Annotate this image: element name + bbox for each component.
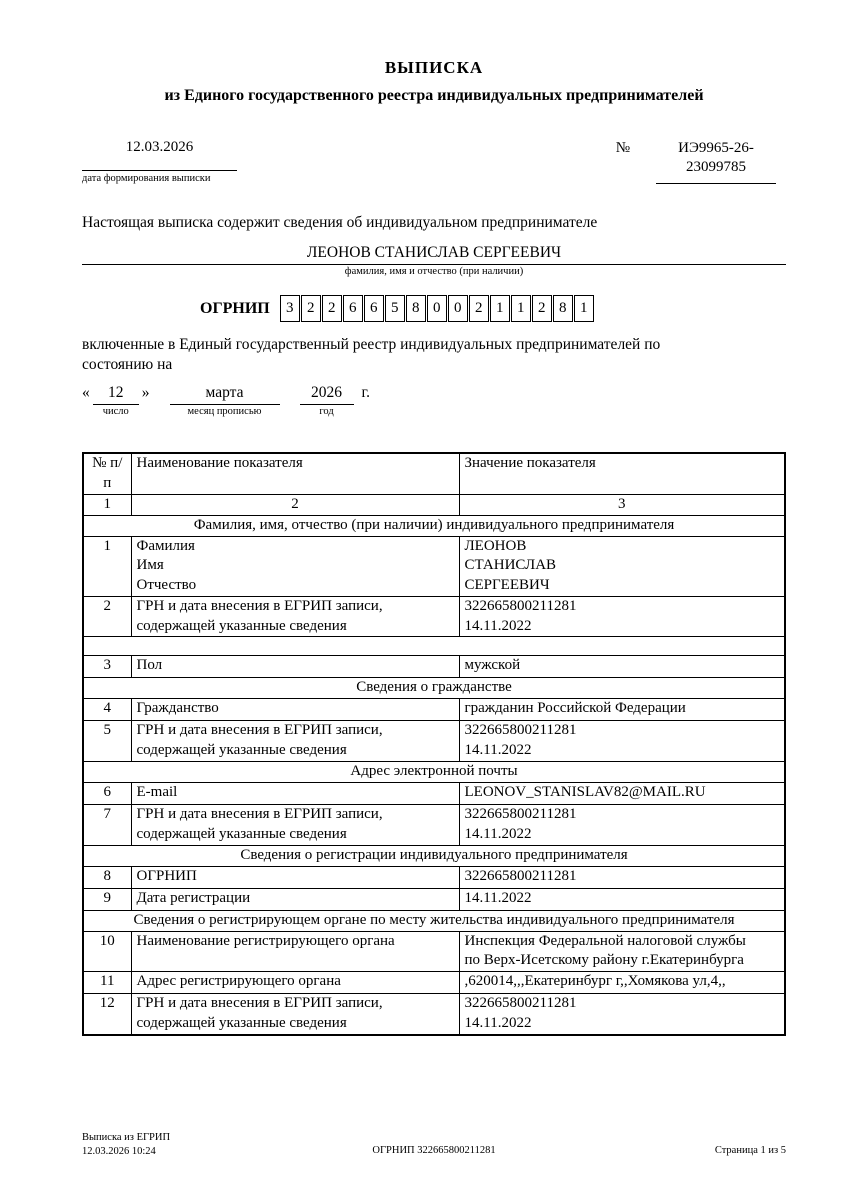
indicator-name xyxy=(131,783,459,805)
section-header: Сведения о регистрации индивидуального предпринимателя xyxy=(83,845,785,866)
indicator-value xyxy=(459,536,785,596)
indicator-value-line: 14.11.2022 xyxy=(464,742,532,759)
table-row xyxy=(83,656,785,678)
table-row xyxy=(83,536,785,596)
spacer-cell xyxy=(83,637,785,656)
indicator-name-line: ГРН и дата внесения в ЕГРИП записи, xyxy=(136,806,383,823)
column-numbers-row xyxy=(83,494,785,515)
row-number: 4 xyxy=(83,699,131,721)
table-section-row xyxy=(83,845,785,866)
year-suffix: г. xyxy=(361,383,370,401)
indicator-value-line: 14.11.2022 xyxy=(464,617,532,634)
indicator-name-line: содержащей указанные сведения xyxy=(136,742,347,759)
indicator-value-line: 14.11.2022 xyxy=(464,889,532,906)
section-header: Адрес электронной почты xyxy=(83,762,785,783)
indicator-value xyxy=(459,994,785,1035)
indicator-value-line: СЕРГЕЕВИЧ xyxy=(464,577,550,594)
footer-timestamp: 12.03.2026 10:24 xyxy=(82,1145,156,1157)
ogrnip-digit-box: 6 xyxy=(343,295,363,322)
ogrnip-row xyxy=(200,295,786,322)
ogrnip-digit-box: 2 xyxy=(469,295,489,322)
indicator-value-line: 322665800211281 xyxy=(464,597,577,614)
indicator-name-line: Отчество xyxy=(136,577,197,594)
indicator-value xyxy=(459,699,785,721)
issue-date-caption: дата формирования выписки xyxy=(82,173,211,184)
indicator-name xyxy=(131,888,459,910)
ogrnip-digit-box: 8 xyxy=(553,295,573,322)
table-row xyxy=(83,596,785,637)
indicator-name-line: Пол xyxy=(136,657,163,674)
document-number-value xyxy=(656,139,776,184)
issue-date-block xyxy=(82,139,237,184)
indicator-value xyxy=(459,656,785,678)
indicator-value xyxy=(459,866,785,888)
document-number-block xyxy=(616,139,776,184)
as-of-month-field xyxy=(170,384,280,417)
indicator-value xyxy=(459,931,785,972)
header-col-num: № п/п xyxy=(83,453,131,494)
footer-page-number: Страница 1 из 5 xyxy=(714,1145,786,1156)
as-of-year-caption: год xyxy=(319,405,334,417)
column-number-2: 2 xyxy=(131,494,459,515)
indicator-name-line: содержащей указанные сведения xyxy=(136,825,347,842)
section-header: Сведения о регистрирующем органе по месту жительства индивидуального предпринимателя xyxy=(83,910,785,931)
indicator-name-line: Адрес регистрирующего органа xyxy=(136,973,341,990)
ogrnip-label: ОГРНИП xyxy=(200,299,270,317)
as-of-date-row xyxy=(82,384,786,417)
table-spacer-row xyxy=(83,637,785,656)
indicator-name xyxy=(131,596,459,637)
open-quote: « xyxy=(82,383,90,401)
indicator-value xyxy=(459,783,785,805)
table-row xyxy=(83,783,785,805)
entrepreneur-name: ЛЕОНОВ СТАНИСЛАВ СЕРГЕЕВИЧ xyxy=(82,244,786,265)
column-number-1: 1 xyxy=(83,494,131,515)
row-number: 3 xyxy=(83,656,131,678)
indicator-name xyxy=(131,656,459,678)
table-row xyxy=(83,866,785,888)
indicator-name xyxy=(131,866,459,888)
ogrnip-digit-box: 1 xyxy=(490,295,510,322)
table-row xyxy=(83,888,785,910)
ogrnip-digit-box: 5 xyxy=(385,295,405,322)
ogrnip-digit-box: 0 xyxy=(427,295,447,322)
as-of-month: марта xyxy=(170,384,280,405)
indicator-value-line: ,620014,,,Екатеринбург г,,Хомякова ул,4,, xyxy=(464,973,726,990)
footer-ogrnip: ОГРНИП 322665800211281 xyxy=(372,1145,496,1156)
included-text xyxy=(82,335,786,376)
table-row xyxy=(83,805,785,846)
indicator-value-line: по Верх-Исетскому району г.Екатеринбурга xyxy=(464,952,744,969)
indicator-name xyxy=(131,721,459,762)
indicator-name-line: Фамилия xyxy=(136,537,195,554)
document-number-line1: ИЭ9965-26- xyxy=(678,140,754,156)
row-number: 9 xyxy=(83,888,131,910)
row-number: 6 xyxy=(83,783,131,805)
intro-text: Настоящая выписка содержит сведения об индивидуальном предпринимателе xyxy=(82,214,598,231)
ogrnip-digit-boxes xyxy=(280,295,594,322)
column-number-3: 3 xyxy=(459,494,785,515)
ogrnip-digit-box: 1 xyxy=(574,295,594,322)
indicator-name xyxy=(131,994,459,1035)
indicator-value-line: ЛЕОНОВ xyxy=(464,537,527,554)
indicator-name xyxy=(131,972,459,994)
indicator-value-line: 322665800211281 xyxy=(464,806,577,823)
indicator-value xyxy=(459,972,785,994)
indicator-value xyxy=(459,805,785,846)
table-section-row xyxy=(83,515,785,536)
ogrnip-digit-box: 2 xyxy=(322,295,342,322)
indicator-name-line: содержащей указанные сведения xyxy=(136,1015,347,1032)
number-sign: № xyxy=(615,140,630,156)
indicator-name-line: содержащей указанные сведения xyxy=(136,617,347,634)
indicator-value-line: Инспекция Федеральной налоговой службы xyxy=(464,932,746,949)
indicator-name-line: Гражданство xyxy=(136,700,219,717)
footer-doc-type: Выписка из ЕГРИП xyxy=(82,1132,171,1143)
row-number: 2 xyxy=(83,596,131,637)
indicator-value-line: LEONOV_STANISLAV82@MAIL.RU xyxy=(464,784,706,801)
as-of-day: 12 xyxy=(93,384,139,405)
entrepreneur-name-block xyxy=(82,244,786,277)
indicator-value-line: 322665800211281 xyxy=(464,722,577,739)
indicator-name xyxy=(131,805,459,846)
indicator-name-line: ГРН и дата внесения в ЕГРИП записи, xyxy=(136,995,383,1012)
indicator-value-line: 322665800211281 xyxy=(464,995,577,1012)
issue-date-value: 12.03.2026 xyxy=(82,139,237,171)
indicator-name xyxy=(131,699,459,721)
header-col-value: Значение показателя xyxy=(459,453,785,494)
indicator-name xyxy=(131,931,459,972)
ogrnip-digit-box: 2 xyxy=(532,295,552,322)
indicator-value-line: 322665800211281 xyxy=(464,867,577,884)
indicator-name-line: Дата регистрации xyxy=(136,889,251,906)
ogrnip-digit-box: 6 xyxy=(364,295,384,322)
indicator-value-line: 14.11.2022 xyxy=(464,825,532,842)
as-of-year-field xyxy=(300,384,354,417)
as-of-month-caption: месяц прописью xyxy=(187,405,262,417)
included-text-line2: состоянию на xyxy=(82,356,173,374)
table-section-row xyxy=(83,762,785,783)
ogrnip-digit-box: 0 xyxy=(448,295,468,322)
table-row xyxy=(83,699,785,721)
table-section-row xyxy=(83,910,785,931)
document-number-line2: 23099785 xyxy=(686,158,746,175)
header-col-name: Наименование показателя xyxy=(131,453,459,494)
ogrnip-digit-box: 3 xyxy=(280,295,300,322)
indicator-value-line: гражданин Российской Федерации xyxy=(464,700,686,717)
table-header-row xyxy=(83,453,785,494)
row-number: 7 xyxy=(83,805,131,846)
indicator-value xyxy=(459,596,785,637)
row-number: 5 xyxy=(83,721,131,762)
indicator-name-line: ОГРНИП xyxy=(136,867,197,884)
table-section-row xyxy=(83,678,785,699)
document-subtitle: из Единого государственного реестра индивидуальных предпринимателей xyxy=(164,87,704,104)
as-of-day-caption: число xyxy=(102,405,129,417)
row-number: 10 xyxy=(83,931,131,972)
indicator-name-line: E-mail xyxy=(136,784,178,801)
indicator-name-line: ГРН и дата внесения в ЕГРИП записи, xyxy=(136,722,383,739)
indicator-value-line: мужской xyxy=(464,657,521,674)
indicator-name-line: Имя xyxy=(136,557,164,574)
table-row xyxy=(83,994,785,1035)
details-table xyxy=(82,452,786,1036)
indicator-value-line: СТАНИСЛАВ xyxy=(464,557,557,574)
ogrnip-digit-box: 2 xyxy=(301,295,321,322)
row-number: 11 xyxy=(83,972,131,994)
section-header: Сведения о гражданстве xyxy=(83,678,785,699)
as-of-day-field xyxy=(93,384,139,417)
table-row xyxy=(83,721,785,762)
included-text-line1: включенные в Единый государственный реестр индивидуальных предпринимателей по xyxy=(82,336,661,353)
entrepreneur-name-caption: фамилия, имя и отчество (при наличии) xyxy=(344,266,524,277)
row-number: 1 xyxy=(83,536,131,596)
table-row xyxy=(83,931,785,972)
table-row xyxy=(83,972,785,994)
indicator-name xyxy=(131,536,459,596)
indicator-value-line: 14.11.2022 xyxy=(464,1015,532,1032)
indicator-value xyxy=(459,888,785,910)
indicator-name-line: ГРН и дата внесения в ЕГРИП записи, xyxy=(136,597,383,614)
ogrnip-digit-box: 1 xyxy=(511,295,531,322)
document-title: ВЫПИСКА xyxy=(384,58,484,77)
ogrnip-digit-box: 8 xyxy=(406,295,426,322)
row-number: 12 xyxy=(83,994,131,1035)
details-table-body xyxy=(83,515,785,1035)
row-number: 8 xyxy=(83,866,131,888)
close-quote: » xyxy=(141,383,150,401)
as-of-year: 2026 xyxy=(300,384,354,405)
meta-row xyxy=(82,139,786,184)
indicator-value xyxy=(459,721,785,762)
indicator-name-line: Наименование регистрирующего органа xyxy=(136,932,395,949)
section-header: Фамилия, имя, отчество (при наличии) индивидуального предпринимателя xyxy=(83,515,785,536)
